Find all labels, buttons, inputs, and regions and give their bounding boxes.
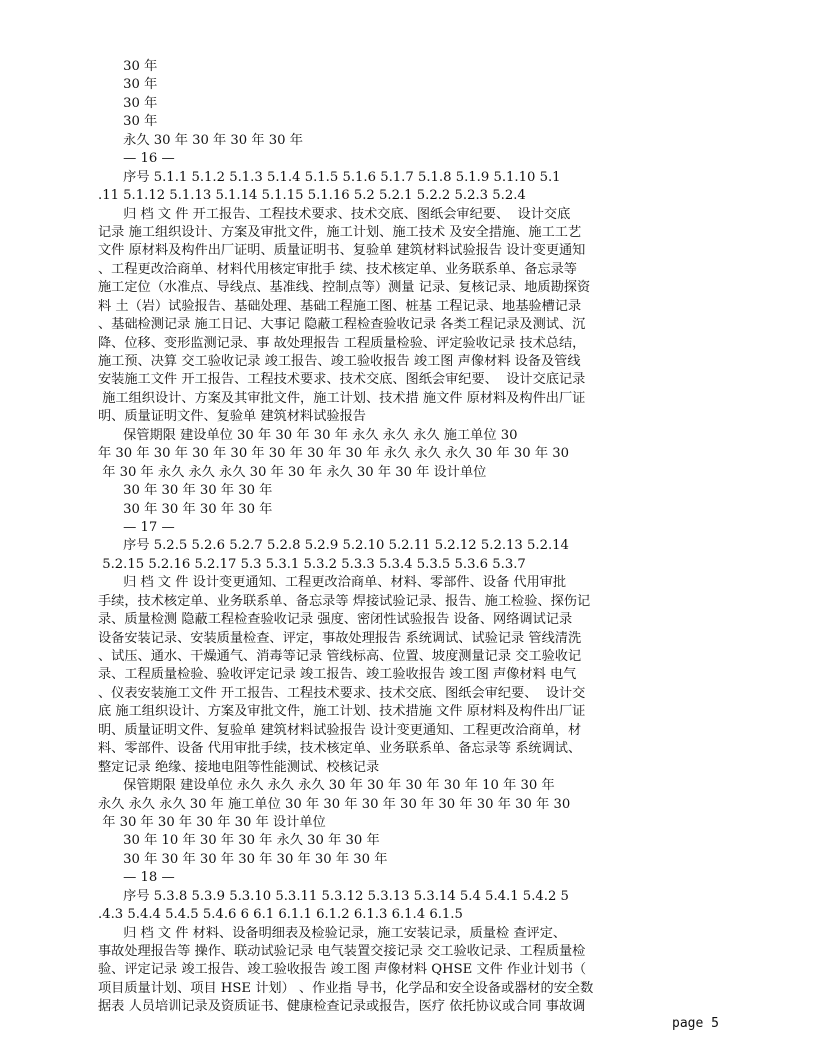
text-line: .4.3 5.4.4 5.4.5 5.4.6 6 6.1 6.1.1 6.1.2 6.1.3 6.1.4 6.1.5 [98,907,463,923]
text-line: 、基础检测记录 施工日记、大事记 隐蔽工程检查验收记录 各类工程记录及测试、沉 [98,317,586,333]
text-line: 归 档 文 件 开工报告、工程技术要求、技术交底、图纸会审纪要、 设计交底 [98,206,571,222]
text-line: 施工预、决算 交工验收记录 竣工报告、竣工验收报告 竣工图 声像材料 设备及管线 [98,354,581,369]
text-line: 、工程更改洽商单、材料代用核定审批手 续、技术核定单、业务联系单、备忘录等 [98,261,577,277]
text-line: 保管期限 建设单位 30 年 30 年 30 年 永久 永久 永久 施工单位 30 [98,427,518,443]
text-line: 底 施工组织设计、方案及审批文件，施工计划、技术措施 文件 原材料及构件出厂证 [98,704,586,720]
text-line: 施工定位（水准点、导线点、基准线、控制点等）测量 记录、复核记录、地质勘探资 [98,280,591,296]
text-line: 事故处理报告等 操作、联动试验记录 电气装置交接记录 交工验收记录、工程质量检 [98,944,586,959]
text-line: 5.2.15 5.2.16 5.2.17 5.3 5.3.1 5.3.2 5.3.3 5.3.4 5.3.5 5.3.6 5.3.7 [98,556,526,572]
text-line: 施工组织设计、方案及其审批文件，施工计划、技术措 施文件 原材料及构件出厂证 [98,390,586,406]
text-line: 30 年 30 年 30 年 30 年 [98,483,273,499]
text-line: 明、质量证明文件、复验单 建筑材料试验报告 [98,409,366,425]
text-line: 永久 30 年 30 年 30 年 30 年 [98,132,303,148]
text-line: 据表 人员培训记录及资质证书、健康检查记录或报告，医疗 依托协议或合同 事故调 [98,999,586,1015]
text-line: 年 30 年 30 年 30 年 30 年 30 年 30 年 30 年 永久 永久 永久 30 年 30 年 30 [98,446,570,462]
text-line: 永久 永久 永久 30 年 施工单位 30 年 30 年 30 年 30 年 30 年 30 年 30 年 30 [98,796,571,812]
text-line: .11 5.1.12 5.1.13 5.1.14 5.1.15 5.1.16 5.2 5.2.1 5.2.2 5.2.3 5.2.4 [98,188,526,204]
text-line: 序号 5.2.5 5.2.6 5.2.7 5.2.8 5.2.9 5.2.10 5.2.11 5.2.12 5.2.13 5.2.14 [98,538,569,554]
text-line: 归 档 文 件 材料、设备明细表及检验记录，施工安装记录，质量检 查评定、 [98,925,567,941]
page-number: page 5 [672,1016,719,1031]
text-line: 、仪表安装施工文件 开工报告、工程技术要求、技术交底、图纸会审纪要、 设计交 [98,685,586,701]
text-line: 30 年 [98,59,158,74]
text-line: 料 土（岩）试验报告、基础处理、基础工程施工图、桩基 工程记录、地基验槽记录 [98,298,582,314]
text-line: 年 30 年 30 年 30 年 30 年 设计单位 [98,814,326,830]
text-line: 录、工程质量检验、验收评定记录 竣工报告、竣工验收报告 竣工图 声像材料 电气 [98,667,577,683]
text-line: 明、质量证明文件、复验单 建筑材料试验报告 设计变更通知、工程更改洽商单，材 [98,722,582,738]
text-line: 安装施工文件 开工报告、工程技术要求、技术交底、图纸会审纪要、 设计交底记录 [98,372,586,388]
text-line: 年 30 年 永久 永久 永久 30 年 30 年 永久 30 年 30 年 设计单位 [98,464,487,480]
text-line: 验、评定记录 竣工报告、竣工验收报告 竣工图 声像材料 QHSE 文件 作业计划书（ [98,962,587,978]
text-line: 料、零部件、设备 代用审批手续，技术核定单、业务联系单、备忘录等 系统调试、 [98,741,582,757]
text-line: 录、质量检测 隐蔽工程检查验收记录 强度、密闭性试验报告 设备、网络调试记录 [98,612,573,628]
text-line: 30 年 30 年 30 年 30 年 30 年 30 年 30 年 [98,851,388,867]
text-line: 项目质量计划、项目 HSE 计划） 、作业指 导书，化学品和安全设备或器材的安全数 [98,980,594,996]
text-line: 、试压、通水、干燥通气、消毒等记录 管线标高、位置、坡度测量记录 交工验收记 [98,649,582,664]
text-line: 文件 原材料及构件出厂证明、质量证明书、复验单 建筑材料试验报告 设计变更通知 [98,243,586,259]
text-line: 30 年 30 年 30 年 30 年 [98,501,273,517]
text-line: 序号 5.3.8 5.3.9 5.3.10 5.3.11 5.3.12 5.3.13 5.3.14 5.4 5.4.1 5.4.2 5 [98,888,569,904]
text-line: 归 档 文 件 设计变更通知、工程更改洽商单、材料、零部件、设备 代用审批 [98,575,567,591]
text-line: 降、位移、变形监测记录、事 故处理报告 工程质量检验、评定验收记录 技术总结， [98,335,586,351]
text-line: — 18 — [98,870,175,886]
document-body [98,58,686,1017]
text-line: 30 年 [98,95,158,111]
text-line: 30 年 [98,77,158,93]
text-line: 记录 施工组织设计、方案及审批文件，施工计划、施工技术 及安全措施、施工工艺 [98,224,582,240]
text-line: 保管期限 建设单位 永久 永久 永久 30 年 30 年 30 年 30 年 10 年 30 年 [98,778,555,794]
text-line: 手续，技术核定单、业务联系单、备忘录等 焊接试验记录、报告、施工检验、探伤记 [98,593,591,609]
text-line: — 17 — [98,519,175,535]
text-line: 30 年 [98,114,158,130]
text-line: 设备安装记录、安装质量检查、评定，事故处理报告 系统调试、试验记录 管线清洗 [98,630,582,646]
text-line: 30 年 10 年 30 年 30 年 永久 30 年 30 年 [98,833,380,849]
text-line: — 16 — [98,151,175,167]
text-line: 序号 5.1.1 5.1.2 5.1.3 5.1.4 5.1.5 5.1.6 5.1.7 5.1.8 5.1.9 5.1.10 5.1 [98,169,561,185]
text-line: 整定记录 绝缘、接地电阻等性能测试、校核记录 [98,759,380,775]
